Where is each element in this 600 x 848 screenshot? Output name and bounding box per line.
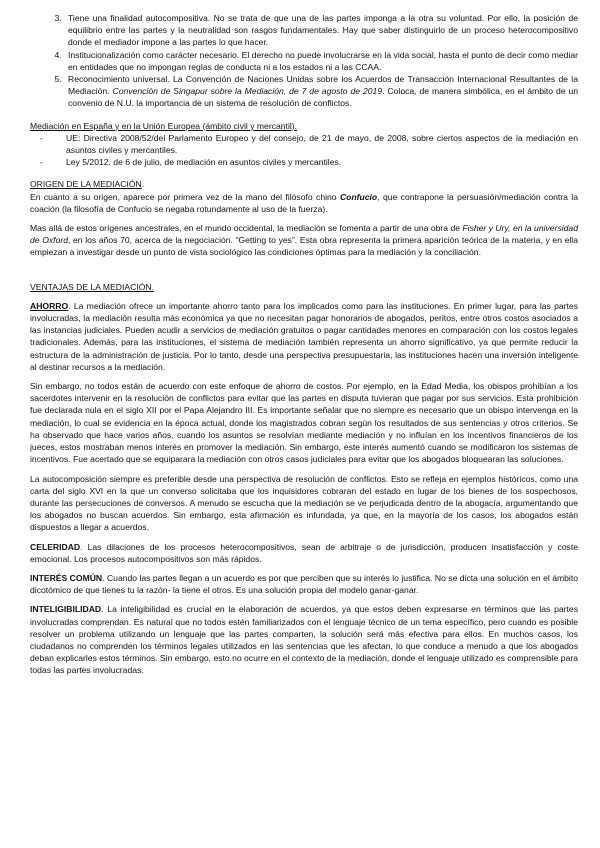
ahorro-paragraph [30,300,578,373]
paragraph-text: . Cuando las partes llegan a un acuerdo es por que perciben que su interés lo justifica. No se dicta una solución en el ámbito dicotómico de que tienes tu la razón- la tiene el otros. Es una solución propia del modelo ganar-ganar. [30,572,578,596]
list-item-text: Tiene una finalidad autocompositiva. No se trata de que una de las partes imponga a la otra su voluntad. Por ello, la posición de equilibrio entre las partes y la neutralidad son rasgos fundamentales. Hay que saber distinguirlo de un proceso heterocompositivo donde el mediador impone a las partes lo que hacer. [68,13,578,48]
paragraph-text: . La mediación ofrece un importante ahorro tanto para los implicados como para las instituciones. En primer lugar, para las partes involucradas, la mediación resulta más económica ya que no necesitan pagar honorarios de abogados, peritos, entre otros costos asociados a las instancias judiciales. Pueden acudir a servicios de mediación gratuitos o pagar cantidades menores en comparación con los costos legales tradicionales. Además, para las instituciones, el sistema de mediación también representa un ahorro significativo, ya que permite reducir la estructura de la administración de justicia. Por lo tanto, desde una perspectiva presupuestaria, las instituciones hacen una inversión inteligente al destinar recursos a la mediación. [30,300,578,372]
confucio-name: Confucio [339,191,378,202]
list-item-text: Institucionalización como carácter necesario. El derecho no puede involucrarse en la vida social, hasta el punto de decir como mediar en entidades que no impongan reglas de conducta ni a los estados ni a las CCAA. [68,49,578,72]
origen-paragraph-1 [30,191,578,215]
legislation-list [30,132,578,169]
list-item-text: . Coloca, de manera simbólica, en el ámbito de un convenio de N.U. la importancia de un sistema de resolución de conflictos. [68,86,579,109]
list-item [64,12,578,49]
interes-paragraph [30,572,578,596]
fisher-ury-reference: Fisher y Ury, en la universidad de Oxford [30,223,578,246]
celeridad-label: CELERIDAD [30,541,81,552]
inteligibilidad-paragraph [30,603,578,676]
paragraph-text: . La inteligibilidad es crucial en la elaboración de acuerdos, ya que estos deben expresarse en términos que las partes involucradas comprendan. Es natural que no todos estén familiarizados con el lenguaje técnico de un tema específico, pero cuando es posible resolver un problema utilizando un lenguaje que las partes comparten, la solución será más efectiva para ellos. En muchos casos, los ciudadanos no comprenden los términos legales utilizados en las sentencias que les afectan, lo que conduce a menudo a que los abogados deban explicarles estos términos. Sin embargo, esto no ocurre en el contexto de la mediación, donde el lenguaje utilizado es comprensible para todas las partes involucradas. [30,604,578,676]
numbered-list [30,12,578,110]
convention-title: Convención de Singapur sobre la Mediación, de 7 de agosto de 2019 [112,86,383,97]
sin-embargo-paragraph: Sin embargo, no todos están de acuerdo con este enfoque de ahorro de costos. Por ejemplo, en la Edad Media, los obispos prohibían a los sacerdotes intervenir en la resolución de conflictos para evitar que las partes en disputa tuvieran que pagar por sus servicios. Esta prohibición fue declarada nula en el siglo XII por el Papa Alejandro III. Es importante señalar que no siempre es necesario que un obispo intervenga en la mediación, lo cual se evidencia en la época actual, donde los magistrados cobran según los resultados de sus sentencias y otros criterios. Se ha observado que hace varios años, cuando los asuntos se resolvían mediante mediación y no influían en los incentivos financieros de los jueces, estos mostraban menos interés en promover la mediación. Sin embargo, este interés aumentó cuando se modificaron los sistemas de incentivos. Fue acertado que se equiparara la mediación con otros casos judiciales para evitar que los abogados bloquearan las soluciones. [30,381,578,465]
paragraph-text: En cuanto a su origen, aparece por primera vez de la mano del filósofo chino [30,191,337,202]
ventajas-heading: VENTAJAS DE LA MEDIACIÓN. [30,281,155,292]
list-item-text: Reconocimiento universal. La Convención de Naciones Unidas sobre los Acuerdos de Transacción Internacional Resultantes de la Mediación. [68,74,578,97]
paragraph-text: , en los años 70, acerca de la negociación. “Getting to yes”. Esta obra representa la primera aparición teórica de la materia, y en ella empiezan a investigar desde un punto de vista sociológico las condiciones óptimas para la mediación y la conciliación. [30,235,578,258]
origen-heading: ORIGEN DE LA MEDIACIÓN [30,179,142,190]
paragraph-text: , que contrapone la persuasión/mediación contra la coación (la filosofía de Confucio se negaba rotundamente al uso de la fuerza). [30,191,578,214]
origen-paragraph-2 [30,222,578,259]
inteligibilidad-label: INTELIGIBILIDAD [30,604,102,615]
list-item [64,73,578,110]
legislation-heading: Mediación en España y en la Unión Europea (ámbito civil y mercantil). [30,120,298,131]
celeridad-paragraph [30,541,578,565]
legislation-item: - Ley 5/2012, de 6 de julio, de mediación en asuntos civiles y mercantiles. [40,156,578,168]
heading-suffix: . [141,179,145,190]
origen-heading-line [30,178,578,190]
paragraph-text: . Las dilaciones de los procesos heterocompositivos, sean de arbitraje o de jurisdicción, producen insatisfacción y coste emocional. Los procesos autocompositivos son más rápidos. [30,541,578,564]
autocomposicion-paragraph: La autocomposición siempre es preferible desde una perspectiva de resolución de conflictos. Esto se refleja en ejemplos históricos, como una carta del siglo XVI en la que un converso solicitaba que los inquisidores cobraran del estado en lugar de los bienes de los sospechosos, durante las persecuciones de conversos. A menudo se escucha que la mediación se ve perjudicada dentro de la abogacía, argumentando que los abogados no buscan acuerdos. Sin embargo, esta afirmación es infundada, ya que, en la mayoría de los casos, los abogados están dispuestos a llegar a acuerdos. [30,473,578,533]
list-item [64,49,578,73]
legislation-item: - UE: Directiva 2008/52/del Parlamento Europeo y del consejo, de 21 de mayo, de 2008, sobre ciertos aspectos de la mediación en asuntos civiles y mercantiles. [40,132,578,156]
ahorro-label: AHORRO [30,300,69,311]
interes-label: INTERÉS COMÚN [30,572,103,583]
paragraph-text: Mas allá de estos orígenes ancestrales, en el mundo occidental, la mediación se fomenta a partir de una obra de [30,223,460,234]
